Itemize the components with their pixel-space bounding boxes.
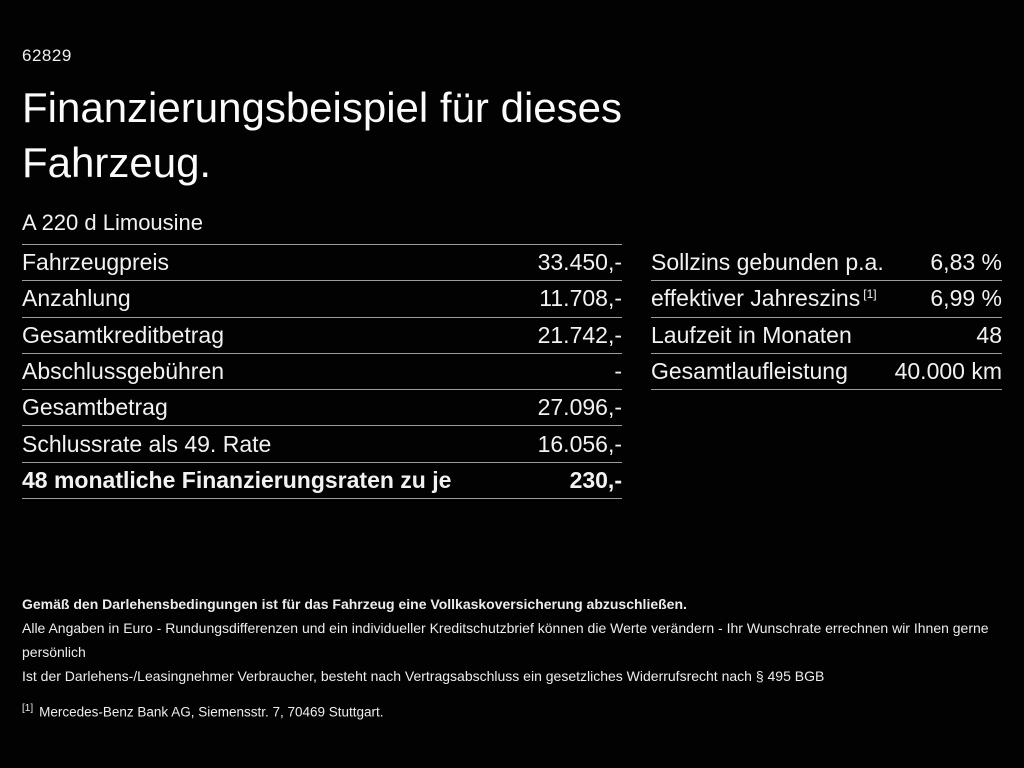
table-row-laufzeit [651, 318, 1002, 354]
table-row-abschlussgebuehren [22, 353, 622, 389]
row-label: Gesamtkreditbetrag [22, 321, 224, 348]
row-label: Gesamtbetrag [22, 394, 168, 421]
conditions-table [651, 245, 1002, 390]
table-row-fahrzeugpreis [22, 244, 622, 280]
footnote-marker: [1] [22, 703, 34, 714]
row-label-text: Gesamtlaufleistung [651, 358, 848, 385]
row-label: Abschlussgebühren [22, 358, 225, 385]
row-value: 230,- [569, 466, 622, 493]
disclaimer-line-1: Alle Angaben in Euro - Rundungsdifferenzen und ein individueller Kreditschutzbrief können die Werte verändern - Ihr Wunschrate errechnen wir Ihnen gerne persönlich [22, 620, 989, 660]
row-value: - [614, 358, 622, 385]
table-row-monatsrate [22, 462, 622, 498]
row-value: 21.742,- [537, 321, 622, 348]
table-row-gesamtlaufleistung [651, 354, 1002, 390]
table-row-anzahlung [22, 280, 622, 316]
finance-table [22, 244, 622, 499]
table-row-sollzins [651, 245, 1002, 281]
row-label-text: Sollzins gebunden p.a. [651, 249, 884, 276]
row-value: 33.450,- [537, 249, 622, 276]
table-row-gesamtkreditbetrag [22, 317, 622, 353]
row-label [651, 285, 877, 312]
insurance-requirement-note: Gemäß den Darlehensbedingungen ist für das Fahrzeug eine Vollkaskoversicherung abzuschließen. [22, 596, 687, 612]
row-value: 16.056,- [537, 430, 622, 457]
row-label [651, 358, 851, 385]
vehicle-model-label: A 220 d Limousine [22, 210, 204, 235]
row-label-text: effektiver Jahreszins [651, 285, 861, 312]
row-label: Schlussrate als 49. Rate [22, 430, 272, 457]
row-value: 11.708,- [539, 285, 622, 312]
row-value: 6,99 % [930, 285, 1002, 312]
footnote-text: Mercedes-Benz Bank AG, Siemensstr. 7, 70469 Stuttgart. [39, 704, 384, 720]
row-label: Anzahlung [22, 285, 131, 312]
row-label: 48 monatliche Finanzierungsraten zu je [22, 466, 452, 493]
disclaimer-line-2: Ist der Darlehens-/Leasingnehmer Verbraucher, besteht nach Vertragsabschluss ein gesetzliches Widerrufsrecht nach § 495 BGB [22, 668, 825, 684]
row-value: 27.096,- [537, 394, 622, 421]
row-value: 40.000 km [894, 358, 1002, 385]
row-value: 48 [976, 321, 1002, 348]
page-title: Finanzierungsbeispiel für dieses Fahrzeug. [22, 84, 622, 186]
row-value: 6,83 % [930, 249, 1002, 276]
footnote-ref: [1] [863, 286, 877, 301]
offer-reference-number: 62829 [22, 46, 72, 65]
row-label-text: Laufzeit in Monaten [651, 321, 852, 348]
table-row-gesamtbetrag [22, 389, 622, 425]
table-row-effektiver-jahreszins [651, 281, 1002, 317]
row-label [651, 249, 887, 276]
row-label [651, 322, 855, 349]
row-label: Fahrzeugpreis [22, 249, 170, 276]
legal-footer [22, 592, 1007, 725]
bank-footnote [22, 697, 1007, 725]
table-row-schlussrate [22, 425, 622, 461]
